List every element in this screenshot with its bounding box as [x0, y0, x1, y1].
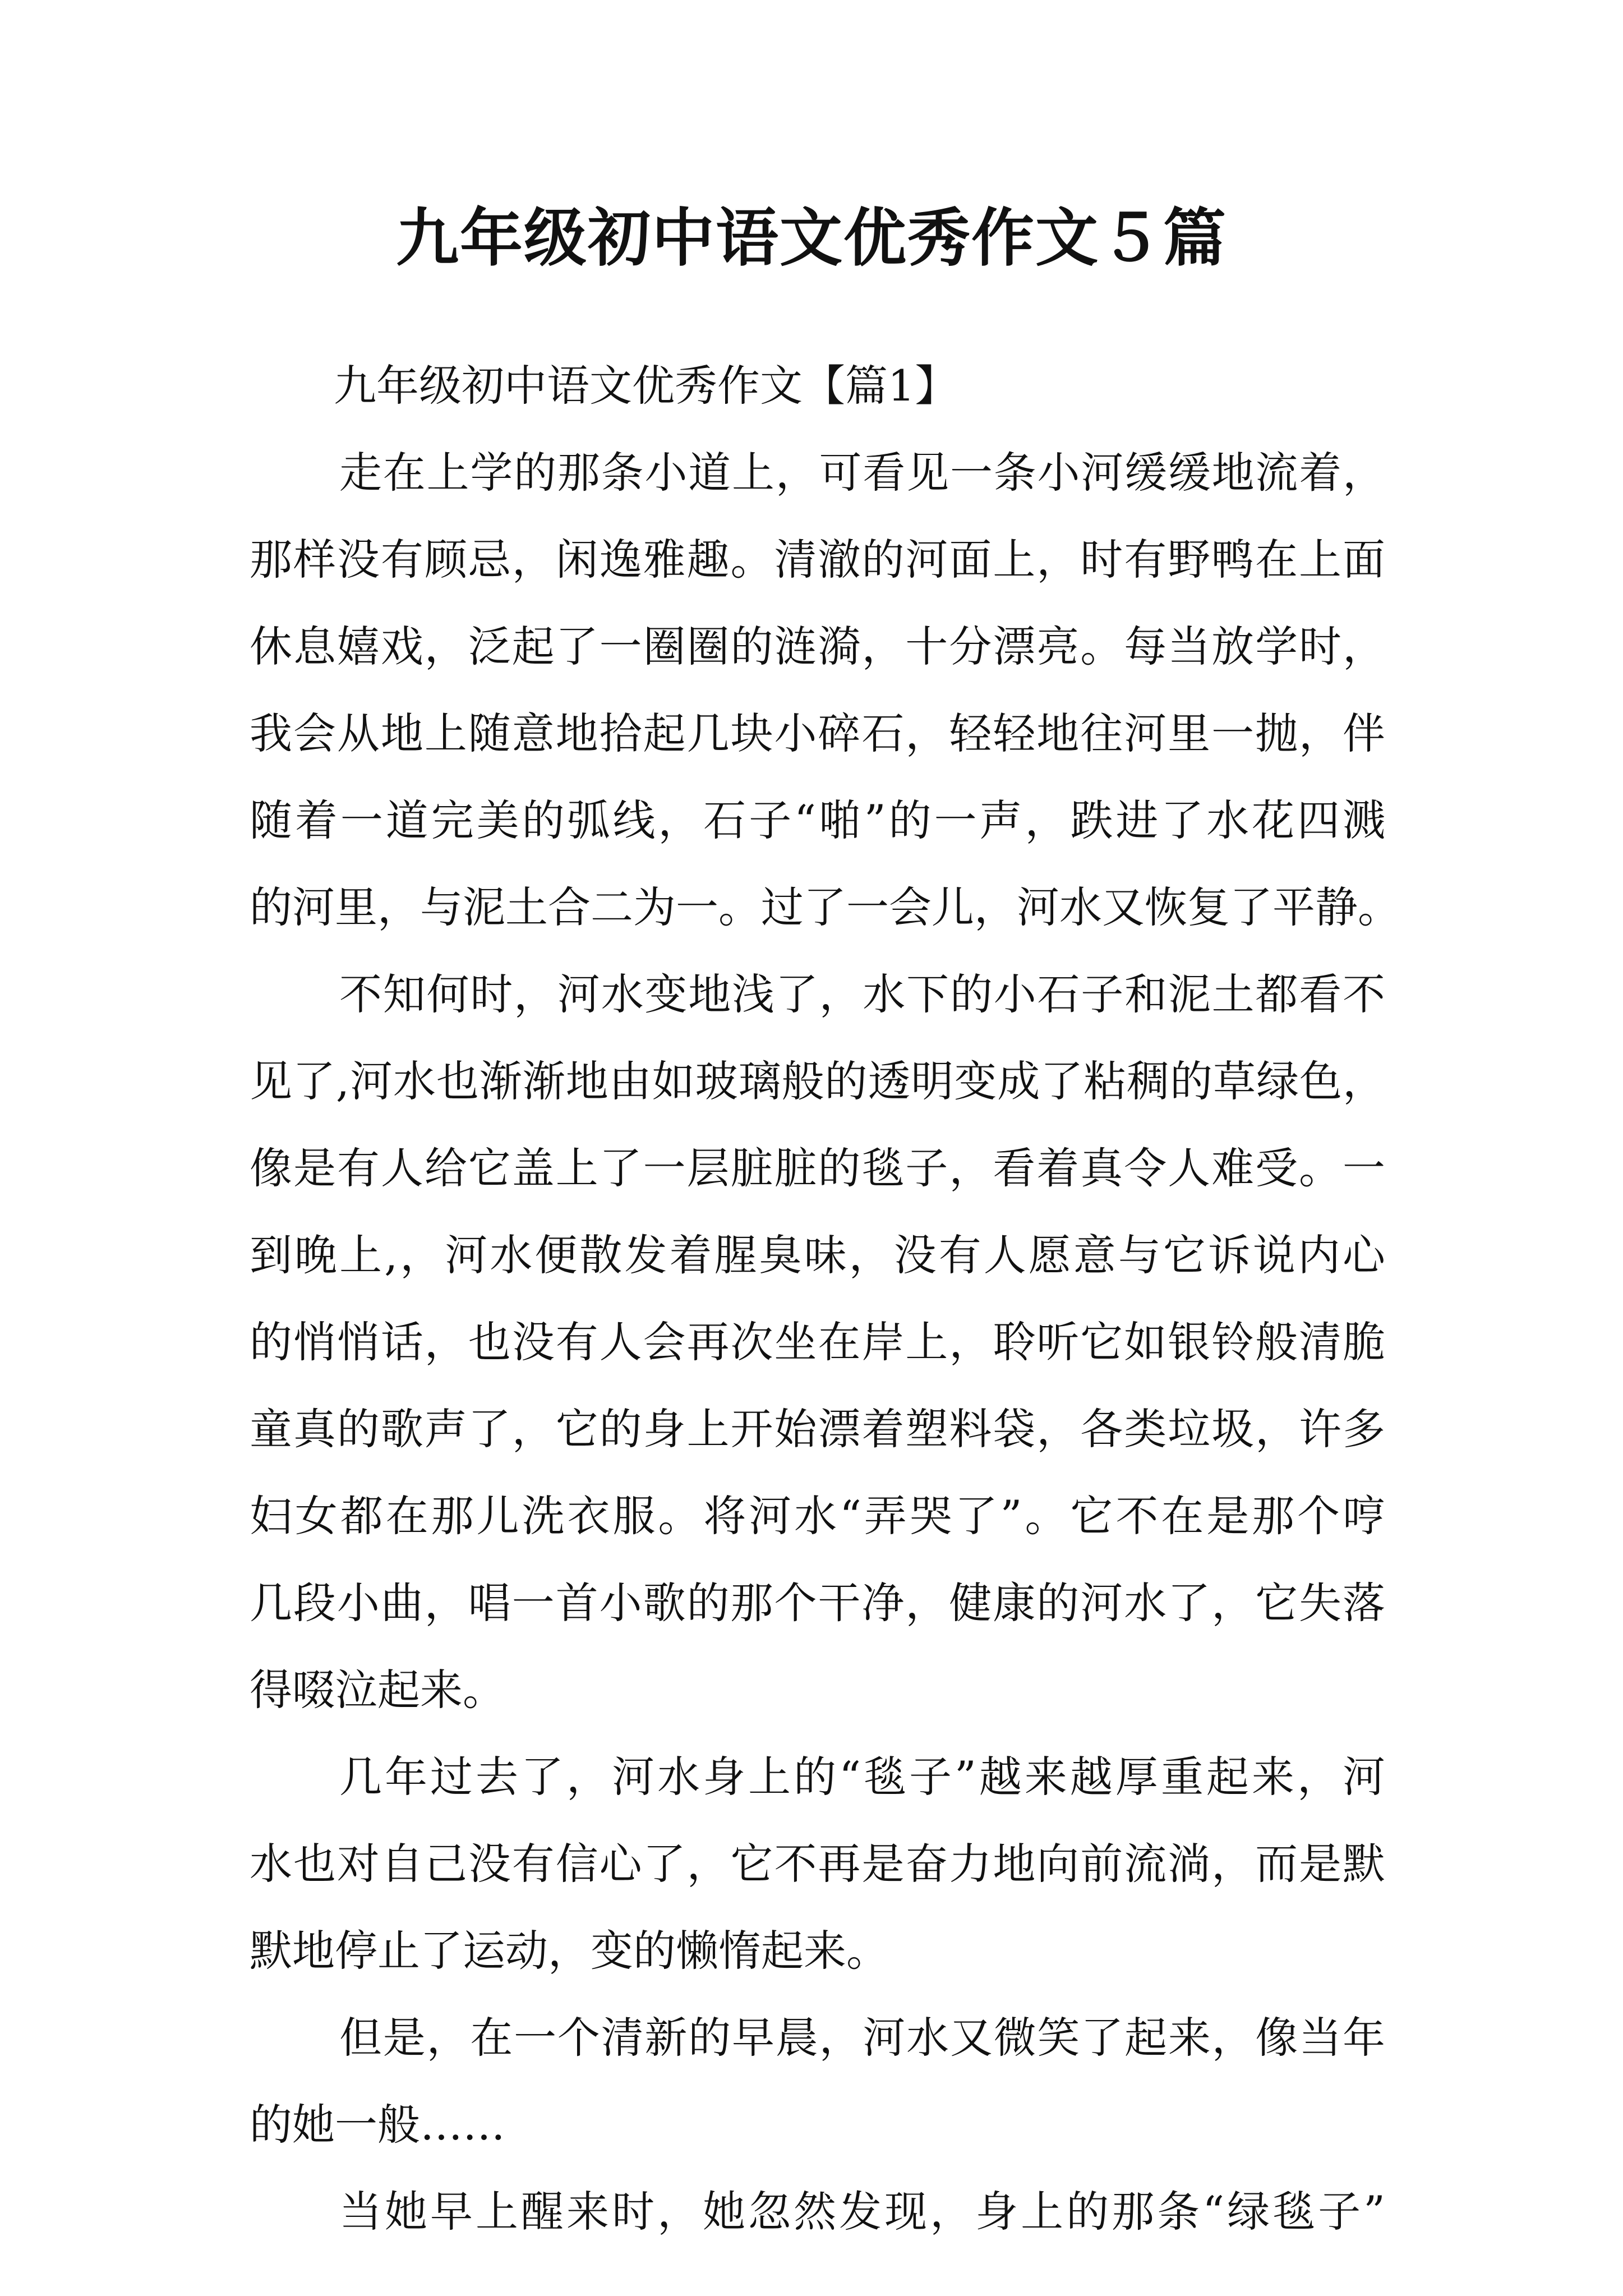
- paragraph-line: 当她早上醒来时，她忽然发现，身上的那条“绿毯子”: [339, 2187, 1385, 2237]
- paragraph-line: 水也对自己没有信心了，它不再是奋力地向前流淌，而是默: [250, 1839, 1385, 1889]
- paragraph-line: 的河里，与泥土合二为一。过了一会儿，河水又恢复了平静。: [250, 882, 1400, 932]
- paragraph-line: 的她一般……: [250, 2100, 505, 2150]
- paragraph-line: 走在上学的那条小道上，可看见一条小河缓缓地流着，: [339, 448, 1385, 498]
- paragraph-line: 那样没有顾忌，闲逸雅趣。清澈的河面上，时有野鸭在上面: [250, 535, 1385, 585]
- paragraph-line: 的悄悄话，也没有人会再次坐在岸上，聆听它如银铃般清脆: [250, 1317, 1385, 1367]
- section-heading: 九年级初中语文优秀作文【篇1】: [334, 361, 958, 411]
- paragraph-line: 几年过去了，河水身上的“毯子”越来越厚重起来，河: [339, 1752, 1385, 1802]
- document-body: [250, 342, 1400, 2255]
- paragraph-line: 童真的歌声了，它的身上开始漂着塑料袋，各类垃圾，许多: [250, 1404, 1385, 1454]
- paragraph-line: 不知何时，河水变地浅了，水下的小石子和泥土都看不: [339, 969, 1385, 1019]
- paragraph-line: 我会从地上随意地拾起几块小碎石，轻轻地往河里一抛，伴: [250, 708, 1385, 758]
- paragraph-line: 得啜泣起来。: [250, 1665, 505, 1715]
- paragraph-line: 但是，在一个清新的早晨，河水又微笑了起来，像当年: [339, 2013, 1385, 2063]
- paragraph-line: 休息嬉戏，泛起了一圈圈的涟漪，十分漂亮。每当放学时，: [250, 622, 1385, 671]
- paragraph-line: 几段小曲，唱一首小歌的那个干净，健康的河水了，它失落: [250, 1578, 1385, 1628]
- paragraph-line: 默地停止了运动，变的懒惰起来。: [250, 1926, 889, 1976]
- paragraph-line: 到晚上,，河水便散发着腥臭味，没有人愿意与它诉说内心: [250, 1230, 1385, 1280]
- document-title: 九年级初中语文优秀作文５篇: [396, 201, 1227, 275]
- paragraph-line: 像是有人给它盖上了一层脏脏的毯子，看着真令人难受。一: [250, 1143, 1385, 1193]
- paragraph-line: 随着一道完美的弧线，石子“啪”的一声，跌进了水花四溅: [250, 795, 1385, 845]
- paragraph-line: 妇女都在那儿洗衣服。将河水“弄哭了”。它不在是那个哼: [250, 1491, 1385, 1541]
- paragraph-line: 见了,河水也渐渐地由如玻璃般的透明变成了粘稠的草绿色，: [250, 1056, 1385, 1106]
